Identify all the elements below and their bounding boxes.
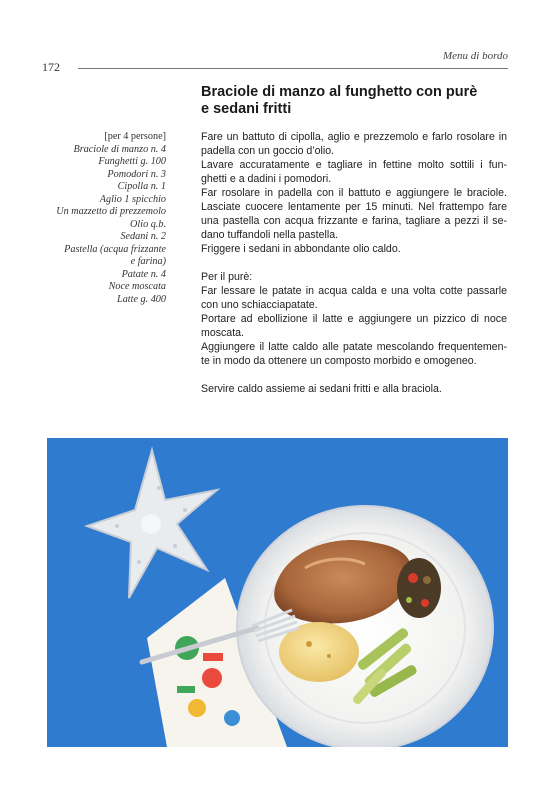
ingredient-item: Cipolla n. 1 bbox=[117, 181, 166, 192]
pure-line: Portare ad ebollizione il latte e aggiungere un pizzico di noce bbox=[201, 313, 507, 325]
food-photo bbox=[47, 438, 508, 747]
method-line: Friggere i sedani in abbondante olio caldo. bbox=[201, 243, 401, 255]
method-line: Far rosolare in padella con il battuto e aggiungere le braciole. bbox=[201, 187, 507, 199]
paragraph-gap bbox=[201, 256, 507, 270]
pure-line: Aggiungere il latte caldo alle patate mescolando frequentemen- bbox=[201, 341, 507, 353]
ingredients-list bbox=[40, 131, 166, 306]
method-line: una pastella con acqua frizzante e farina, tagliare a pezzi il se- bbox=[201, 215, 507, 227]
method-line: ghetti e a dadini i pomodori. bbox=[201, 173, 332, 185]
pure-line: con uno schiacciapatate. bbox=[201, 299, 318, 311]
ingredient-item: Pastella (acqua frizzante bbox=[64, 243, 166, 255]
page-number: 172 bbox=[42, 60, 60, 74]
ingredient-item: Braciole di manzo n. 4 bbox=[73, 143, 166, 155]
ingredient-item: Patate n. 4 bbox=[121, 268, 166, 280]
recipe-method bbox=[201, 130, 507, 396]
ingredient-item: Sedani n. 2 bbox=[120, 231, 166, 242]
pure-line: moscata. bbox=[201, 327, 244, 339]
serving-note: Servire caldo assieme ai sedani fritti e alla braciola. bbox=[201, 383, 442, 395]
recipe-title bbox=[201, 84, 506, 118]
method-line: Lavare accuratamente e tagliare in fettine molto sottili i fun- bbox=[201, 159, 507, 171]
recipe-title-line: Braciole di manzo al funghetto con purè bbox=[201, 84, 478, 100]
ingredient-item: e farina) bbox=[130, 256, 166, 267]
method-line: Fare un battuto di cipolla, aglio e prezzemolo e farlo rosolare in bbox=[201, 131, 507, 143]
ingredient-item: Latte g. 400 bbox=[117, 293, 166, 305]
method-line: padella con un goccio d’olio. bbox=[201, 145, 335, 157]
header-rule bbox=[78, 68, 508, 69]
method-line: dano tuffandoli nella pastella. bbox=[201, 229, 339, 241]
running-title: Menu di bordo bbox=[443, 50, 508, 62]
pure-heading: Per il purè: bbox=[201, 271, 253, 283]
ingredient-item: Un mazzetto di prezzemolo bbox=[56, 206, 166, 217]
ingredient-item: Funghetti g. 100 bbox=[98, 156, 166, 167]
ingredient-item: Pomodori n. 3 bbox=[107, 168, 166, 180]
paragraph-gap bbox=[201, 368, 507, 382]
food-photo-illustration bbox=[47, 438, 508, 747]
method-line: Lasciate cuocere lentamente per 15 minuti. Nel frattempo fare bbox=[201, 201, 507, 213]
recipe-title-line: e sedani fritti bbox=[201, 101, 292, 117]
ingredient-item: Aglio 1 spicchio bbox=[99, 193, 166, 205]
pure-line: Far lessare le patate in acqua calda e una volta cotte passarle bbox=[201, 285, 507, 297]
pure-line: te in modo da ottenere un composto morbido e omogeneo. bbox=[201, 355, 477, 367]
ingredient-item: Olio q.b. bbox=[130, 218, 166, 230]
servings: [per 4 persone] bbox=[104, 131, 166, 142]
funghetti bbox=[397, 558, 441, 618]
ingredient-item: Noce moscata bbox=[108, 281, 166, 292]
